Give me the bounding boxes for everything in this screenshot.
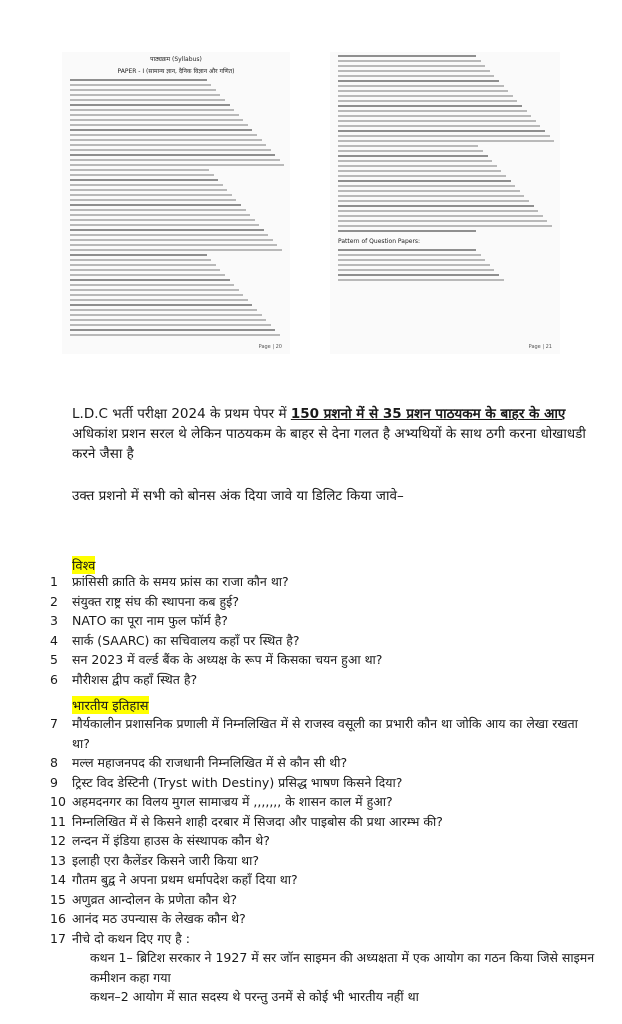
scan-text-line xyxy=(338,90,508,92)
scan-text-line xyxy=(338,70,490,72)
question-text: ट्रिस्ट विद डेस्टिनी (Tryst with Destiny) प्रसिद्ध भाषण किसने दिया? xyxy=(72,774,403,790)
list-item xyxy=(50,890,598,910)
scan-text-line xyxy=(70,304,252,306)
scan-text-line xyxy=(70,224,259,226)
scan-text-line xyxy=(70,139,262,141)
question-text: आनंद मठ उपन्यास के लेखक कौन थे? xyxy=(72,911,246,926)
question-text: सन 2023 में वर्ल्ड बैंक के अध्यक्ष के रूप में किसका चयन हुआ था? xyxy=(72,652,383,667)
intro-part2: अधिकांश प्रशन सरल थे लेकिन पाठयकम के बाहर से देना गलत है अभ्यथियों के साथ ठगी करना धोखाधडी करने जैसा है xyxy=(72,426,586,462)
scan-text-line xyxy=(70,89,216,91)
question-text: निम्नलिखित में से किसने शाही दरबार में सिजदा और पाइबोस की प्रथा आरम्भ की? xyxy=(72,813,443,829)
intro-paragraph xyxy=(72,404,592,464)
scan-text-line xyxy=(338,190,520,192)
section-world: विश्व xyxy=(72,556,95,574)
scan-text-line xyxy=(70,204,241,206)
scan-text-line xyxy=(338,150,483,152)
scan-text-line xyxy=(70,84,211,86)
scan-text-line xyxy=(70,289,239,291)
syllabus-scan-page-20 xyxy=(62,52,290,354)
scan-text-line xyxy=(70,169,209,171)
scan-text-line xyxy=(70,209,246,211)
scan-text-line xyxy=(338,155,488,157)
scan-text-line xyxy=(70,299,248,301)
list-item xyxy=(50,929,598,949)
scan-text-line xyxy=(338,205,534,207)
scan-text-line xyxy=(70,99,225,101)
question-number: 2 xyxy=(50,593,58,609)
scan-text-line xyxy=(70,334,280,336)
scan-text-line xyxy=(70,134,257,136)
question-text: मल्ल महाजनपद की राजधानी निम्नलिखित में से कौन सी थी? xyxy=(72,755,348,770)
scan-text-line xyxy=(70,179,218,181)
scan-text-line xyxy=(338,125,540,127)
scan-text-line xyxy=(338,215,543,217)
scan-text-line xyxy=(70,274,225,276)
scan-text-line xyxy=(70,254,207,256)
scan-text-line xyxy=(70,259,211,261)
question-number: 3 xyxy=(50,613,58,628)
scan-text-line xyxy=(70,114,239,116)
intro-part1: L.D.C भर्ती परीक्षा 2024 के प्रथम पेपर में xyxy=(72,406,291,422)
scan-text-line xyxy=(70,174,214,176)
scan-text-line xyxy=(338,145,478,147)
scan-text-line xyxy=(338,55,476,57)
scan-text-line xyxy=(70,219,255,221)
syllabus-title: पाठ्यक्रम (Syllabus) xyxy=(150,56,202,63)
scan-text-line xyxy=(70,309,257,311)
scan-text-line xyxy=(338,254,481,256)
scan-text-line xyxy=(70,249,282,251)
scan-text-line xyxy=(338,220,547,222)
scan-text-line xyxy=(338,110,527,112)
question-number: 5 xyxy=(50,652,58,667)
pattern-title: Pattern of Question Papers: xyxy=(338,238,421,245)
scan-text-line xyxy=(70,314,262,316)
scan-text-line xyxy=(338,195,524,197)
question-number: 14 xyxy=(50,872,66,887)
question-text: मौर्यकालीन प्रशासनिक प्रणाली में निम्नलिखित में से राजस्व वसूली का प्रभारी कौन था जोकि आय का लेखा रखता था? xyxy=(72,716,578,751)
question-number: 17 xyxy=(50,930,66,946)
scan-text-line xyxy=(338,259,485,261)
scan-text-line xyxy=(338,279,504,281)
scan-text-line xyxy=(70,199,236,201)
question-text: संयुक्त राष्ट्र संघ की स्थापना कब हुई? xyxy=(72,593,239,609)
scan-text-line xyxy=(338,115,531,117)
scan-text-line xyxy=(70,229,264,231)
scan-text-line xyxy=(70,269,220,271)
question-number: 16 xyxy=(50,911,66,926)
scan-text-line xyxy=(338,95,513,97)
question-number: 13 xyxy=(50,852,66,868)
question-number: 10 xyxy=(50,794,66,809)
scan-text-line xyxy=(338,105,522,107)
list-item xyxy=(50,753,598,773)
syllabus-scan-page-21 xyxy=(330,52,560,354)
scan-text-line xyxy=(70,244,277,246)
scan-text-line xyxy=(338,185,515,187)
scan-text-line xyxy=(70,189,227,191)
scan-text-line xyxy=(338,264,490,266)
scan-text-line xyxy=(338,249,476,251)
scan-text-line xyxy=(338,200,529,202)
scan-text-line xyxy=(338,165,497,167)
question-text: NATO का पूरा नाम फुल फॉर्म है? xyxy=(72,613,228,628)
question-number: 8 xyxy=(50,755,58,770)
page-number-right: Page | 21 xyxy=(528,344,552,350)
scan-text-line xyxy=(338,180,511,182)
question-number: 4 xyxy=(50,632,58,648)
list-item xyxy=(50,909,598,929)
world-question-list xyxy=(50,572,598,689)
scan-text-line xyxy=(338,274,499,276)
list-item xyxy=(50,670,598,690)
section-indian-history: भारतीय इतिहास xyxy=(72,696,149,714)
scan-text-line xyxy=(70,264,216,266)
scan-text-line xyxy=(70,279,230,281)
list-item xyxy=(50,650,598,670)
question-text: सार्क (SAARC) का सचिवालय कहॉं पर स्थित है? xyxy=(72,632,300,648)
scan-text-line xyxy=(338,85,504,87)
scan-text-line xyxy=(338,230,476,232)
scan-text-line xyxy=(338,65,485,67)
scan-text-line xyxy=(70,124,248,126)
list-item xyxy=(50,792,598,812)
intro-highlight: 150 प्रशनो में से 35 प्रशन पाठयकम के बाहर के आए xyxy=(290,406,566,422)
list-item xyxy=(50,870,598,890)
list-item xyxy=(50,631,598,651)
list-item xyxy=(50,572,598,592)
statement: कथन 1– ब्रिटिश सरकार ने 1927 में सर जॉन साइमन की अध्यक्षता में एक आयोग का गठन किया जिसे साइमन कमीशन कहा गया xyxy=(90,950,595,985)
scan-text-line xyxy=(70,284,234,286)
scan-text-line xyxy=(70,329,275,331)
scan-text-line xyxy=(70,324,271,326)
scan-text-line xyxy=(70,104,230,106)
scan-text-line xyxy=(338,60,481,62)
question-number: 7 xyxy=(50,716,58,731)
scan-text-line xyxy=(70,144,266,146)
scan-text-line xyxy=(338,120,536,122)
question-number: 11 xyxy=(50,813,66,829)
scan-text-line xyxy=(338,269,494,271)
scan-text-line xyxy=(338,170,501,172)
scan-text-line xyxy=(70,239,273,241)
list-item xyxy=(50,851,598,871)
list-item xyxy=(50,592,598,612)
scan-text-line xyxy=(338,100,517,102)
scan-text-line xyxy=(70,159,280,161)
scan-text-line xyxy=(70,294,243,296)
scan-text-line xyxy=(70,79,207,81)
list-item xyxy=(50,831,598,851)
page-number-left: Page | 20 xyxy=(258,344,282,350)
question-text: मौरीशस द्वीप कहॉं स्थित है? xyxy=(72,671,198,687)
scan-text-line xyxy=(70,154,275,156)
scan-text-line xyxy=(70,234,268,236)
question-number: 15 xyxy=(50,891,66,907)
list-item xyxy=(50,773,598,793)
scan-text-line xyxy=(338,75,494,77)
list-item xyxy=(50,611,598,631)
scan-text-line xyxy=(70,149,271,151)
scan-text-line xyxy=(70,184,223,186)
question-text: इलाही एरा कैलेंडर किसने जारी किया था? xyxy=(72,852,259,868)
question-text: गौतम बुद्व ने अपना प्रथम धर्मापदेश कहॉं दिया था? xyxy=(72,872,298,887)
scan-text-line xyxy=(338,80,499,82)
scan-text-line xyxy=(338,130,545,132)
question-number: 9 xyxy=(50,774,58,790)
scan-text-line xyxy=(70,214,250,216)
scan-text-line xyxy=(70,319,266,321)
request-line: उक्त प्रशनो में सभी को बोनस अंक दिया जावे या डिलिट किया जावे– xyxy=(72,488,404,504)
scan-text-line xyxy=(70,129,252,131)
scan-text-line xyxy=(70,194,232,196)
scan-text-line xyxy=(338,135,550,137)
question-text: अहमदनगर का विलय मुगल सामाज्रय में ,,,,,,, के शासन काल में हुआ? xyxy=(72,794,393,809)
statement: कथन–2 आयोग में सात सदस्य थे परन्तु उनमें से कोई भी भारतीय नहीं था xyxy=(90,989,419,1004)
question-text: अणुव्रत आन्दोलन के प्रणेता कौन थे? xyxy=(72,891,237,907)
question-number: 1 xyxy=(50,574,58,589)
scan-text-line xyxy=(338,160,492,162)
question-text: लन्दन में इंडिया हाउस के संस्थापक कौन थे? xyxy=(72,833,270,848)
scan-text-line xyxy=(70,94,220,96)
question-number: 6 xyxy=(50,671,58,687)
scan-text-line xyxy=(338,140,554,142)
question-text: नीचे दो कथन दिए गए है : xyxy=(72,930,190,946)
question-number: 12 xyxy=(50,833,66,848)
scan-text-line xyxy=(338,210,538,212)
paper-subtitle: PAPER - I (सामान्य ज्ञान, दैनिक विज्ञान और गणित) xyxy=(117,68,235,75)
question-text: फ्रांसिसी क्राति के समय फ्रांस का राजा कौन था? xyxy=(72,574,289,589)
list-item xyxy=(50,812,598,832)
scan-text-line xyxy=(70,119,243,121)
scan-text-line xyxy=(70,164,284,166)
scan-text-line xyxy=(338,225,552,227)
scan-text-line xyxy=(70,109,234,111)
scan-text-line xyxy=(338,175,506,177)
history-question-list xyxy=(50,714,598,1007)
list-item xyxy=(50,714,598,753)
